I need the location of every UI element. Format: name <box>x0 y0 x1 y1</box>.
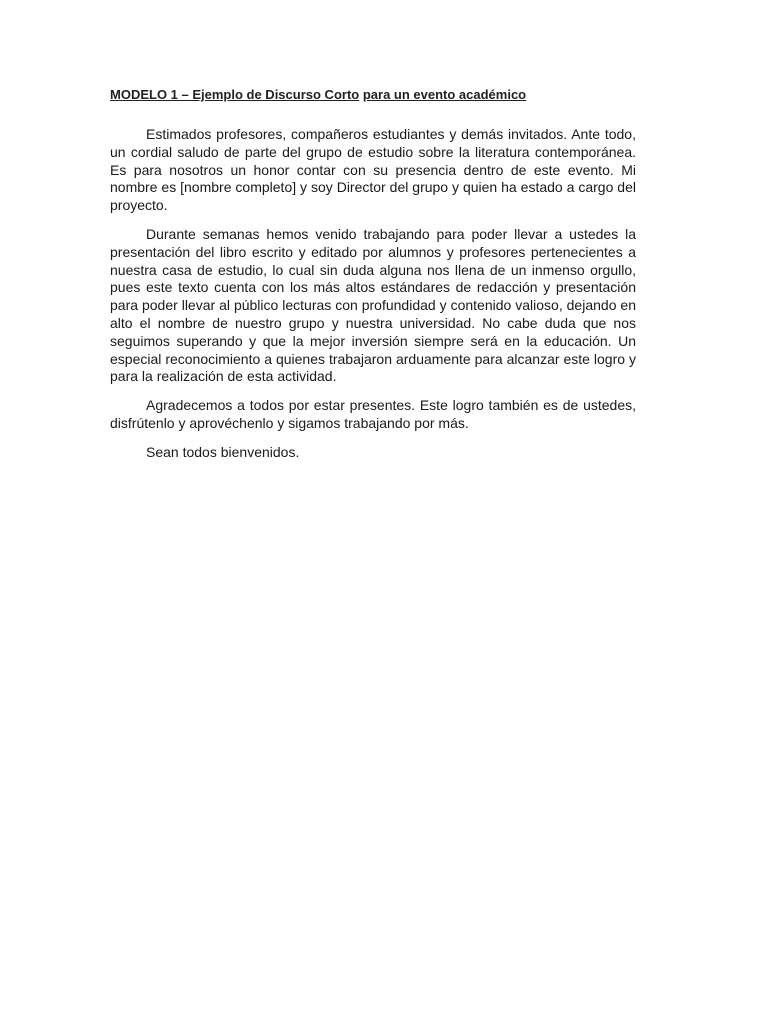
paragraph-closing: Sean todos bienvenidos. <box>146 443 300 460</box>
title-sub: para un evento académico <box>362 87 527 102</box>
document-title <box>110 86 636 104</box>
paragraph-thanks: Agradecemos a todos por estar presentes. Este logro también es de ustedes, disfrútenlo y aprovéchenlo y sigamos trabajando por más. <box>110 397 636 431</box>
paragraph-body: Durante semanas hemos venido trabajando para poder llevar a ustedes la presentación del libro escrito y editado por alumnos y profesores pertenecientes a nuestra casa de estudio, lo cual sin duda alguna nos llena de un inmenso orgullo, pues este texto cuenta con los más altos estándares de redacción y presentación para poder llevar al público lecturas con profundidad y contenido valioso, dejando en alto el nombre de nuestro grupo y nuestra universidad. No cabe duda que nos seguimos superando y que la mejor inversión siempre será en la educación. Un especial reconocimiento a quienes trabajaron arduamente para alcanzar este logro y para la realización de esta actividad. <box>110 225 636 385</box>
title-main: MODELO 1 – Ejemplo de Discurso Corto <box>110 87 360 102</box>
document-body <box>110 86 636 473</box>
paragraph-greeting: Estimados profesores, compañeros estudiantes y demás invitados. Ante todo, un cordial saludo de parte del grupo de estudio sobre la literatura contemporánea. Es para nosotros un honor contar con su presencia dentro de este evento. Mi nombre es [nombre completo] y soy Director del grupo y quien ha estado a cargo del proyecto. <box>110 126 636 214</box>
